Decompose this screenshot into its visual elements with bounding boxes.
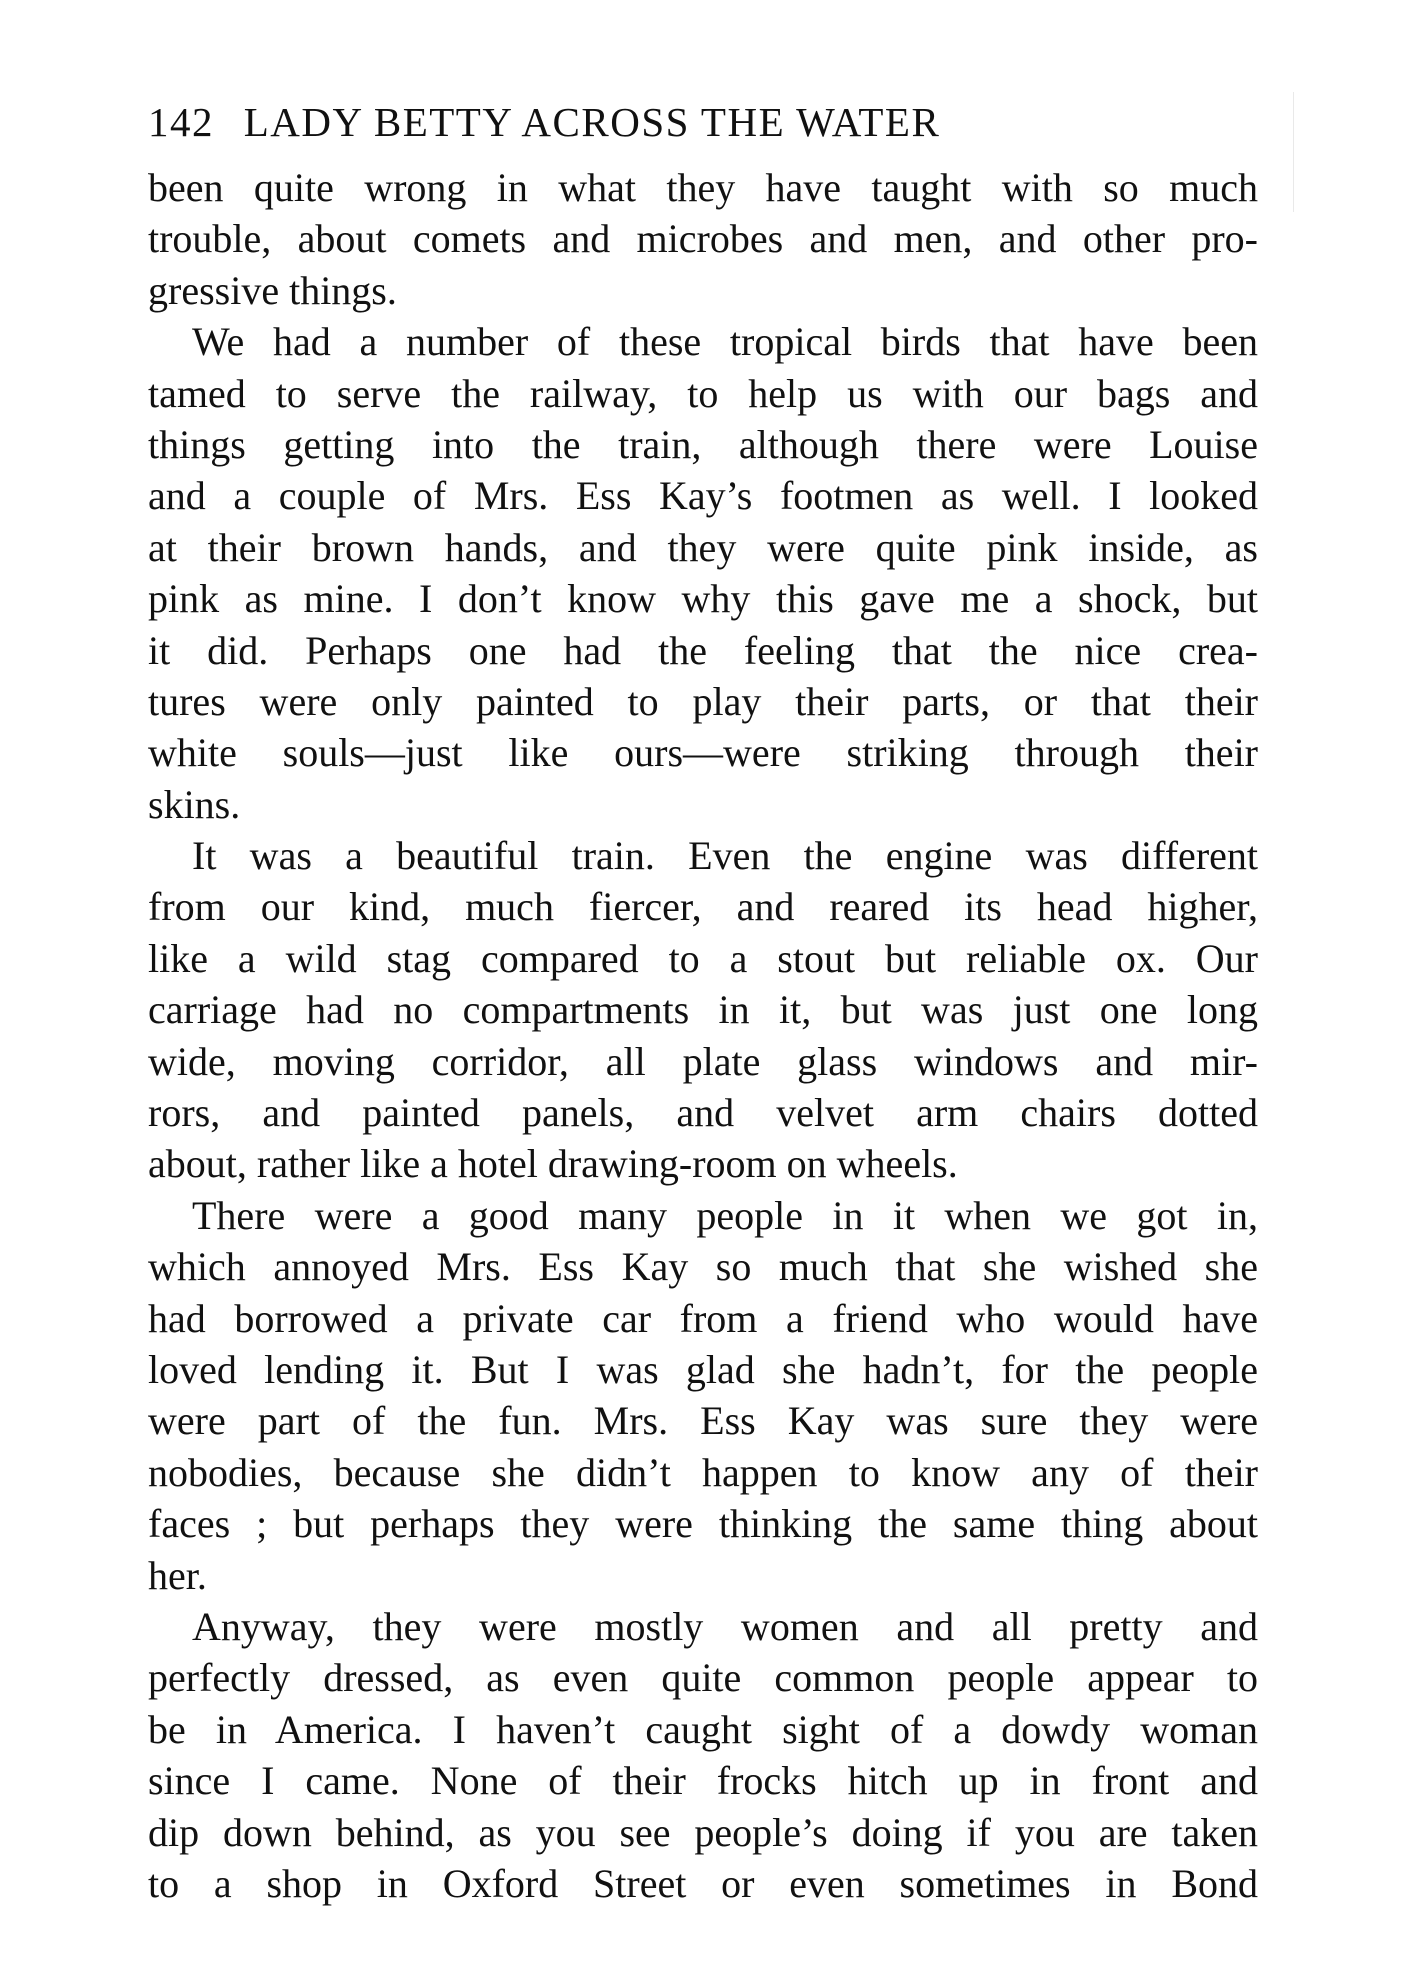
text-line: which annoyed Mrs. Ess Kay so much that she wished she <box>148 1244 1258 1290</box>
text-line: Anyway, they were mostly women and all pretty and <box>192 1603 1258 1649</box>
text-line: white souls—just like ours—were striking through their <box>148 730 1258 776</box>
text-line: and a couple of Mrs. Ess Kay’s footmen as well. I looked <box>148 473 1258 519</box>
text-line: gressive things. <box>148 267 397 313</box>
text-line: tamed to serve the railway, to help us with our bags and <box>148 370 1258 416</box>
running-head <box>148 96 1258 148</box>
text-line: it did. Perhaps one had the feeling that the nice crea- <box>148 627 1258 673</box>
text-line: about, rather like a hotel drawing-room on wheels. <box>148 1141 958 1187</box>
text-line: trouble, about comets and microbes and men, and other pro- <box>148 216 1258 262</box>
text-line: at their brown hands, and they were quite pink inside, as <box>148 524 1258 570</box>
text-line: faces ; but perhaps they were thinking the same thing about <box>148 1501 1258 1547</box>
text-line: her. <box>148 1552 207 1598</box>
text-line: from our kind, much fiercer, and reared its head higher, <box>148 884 1258 930</box>
text-line: wide, moving corridor, all plate glass windows and mir- <box>148 1038 1258 1084</box>
text-line: It was a beautiful train. Even the engine was different <box>192 833 1258 879</box>
text-line: dip down behind, as you see people’s doing if you are taken <box>148 1809 1258 1855</box>
page-number: 142 <box>148 99 214 145</box>
text-line: been quite wrong in what they have taught with so much <box>148 165 1258 210</box>
text-line: pink as mine. I don’t know why this gave me a shock, but <box>148 576 1258 622</box>
text-line: loved lending it. But I was glad she hadn’t, for the people <box>148 1346 1258 1392</box>
text-line: rors, and painted panels, and velvet arm chairs dotted <box>148 1090 1258 1136</box>
text-line: nobodies, because she didn’t happen to know any of their <box>148 1449 1258 1495</box>
text-line: perfectly dressed, as even quite common people appear to <box>148 1655 1258 1701</box>
text-line: things getting into the train, although there were Louise <box>148 421 1258 467</box>
text-line: to a shop in Oxford Street or even sometimes in Bond <box>148 1860 1258 1906</box>
book-title: LADY BETTY ACROSS THE WATER <box>243 99 941 145</box>
scan-edge-mark <box>1293 92 1294 212</box>
text-line: since I came. None of their frocks hitch up in front and <box>148 1758 1258 1804</box>
text-line: We had a number of these tropical birds that have been <box>192 319 1258 365</box>
text-line: There were a good many people in it when we got in, <box>192 1192 1258 1238</box>
text-line: had borrowed a private car from a friend who would have <box>148 1295 1258 1341</box>
body-text <box>148 162 1258 1909</box>
text-line: skins. <box>148 781 241 827</box>
text-line: like a wild stag compared to a stout but reliable ox. Our <box>148 935 1258 981</box>
text-line: were part of the fun. Mrs. Ess Kay was sure they were <box>148 1398 1258 1444</box>
text-line: carriage had no compartments in it, but was just one long <box>148 987 1258 1033</box>
text-line: tures were only painted to play their parts, or that their <box>148 678 1258 724</box>
text-line: be in America. I haven’t caught sight of a dowdy woman <box>148 1706 1258 1752</box>
